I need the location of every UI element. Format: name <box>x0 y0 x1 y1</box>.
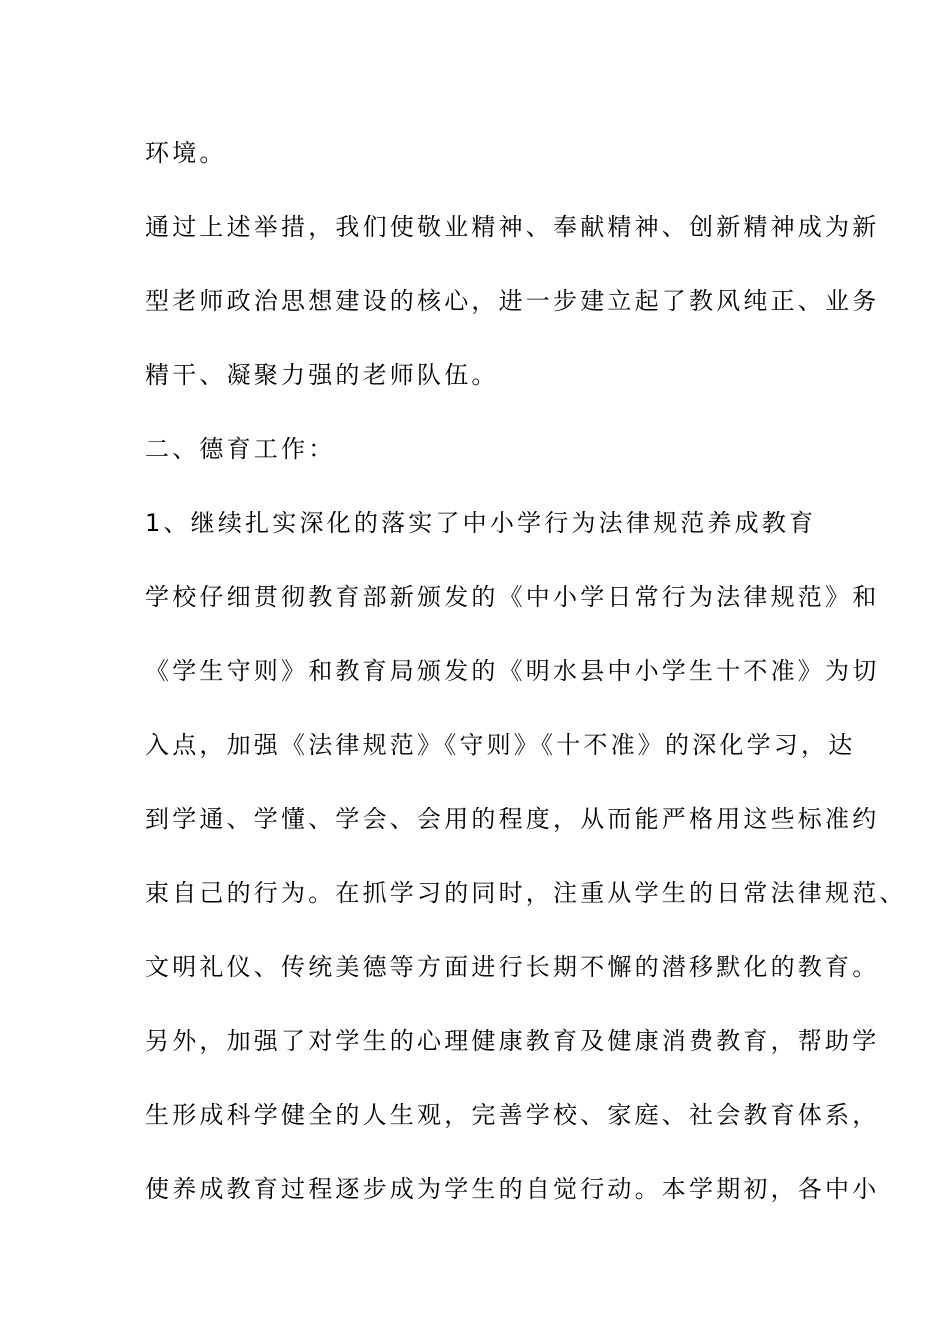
text-line: 精干、凝聚力强的老师队伍。 <box>145 361 499 389</box>
text-line: 使养成教育过程逐步成为学生的自觉行动。本学期初，各中小 <box>145 1175 880 1203</box>
text-line: 环境。 <box>145 139 227 167</box>
text-line: 通过上述举措，我们使敬业精神、奉献精神、创新精神成为新 <box>145 213 880 241</box>
text-line: 到学通、学懂、学会、会用的程度，从而能严格用这些标准约 <box>145 805 880 833</box>
text-line: 入点，加强《法律规范》《守则》《十不准》的深化学习，达 <box>145 731 856 759</box>
text-line: 生形成科学健全的人生观，完善学校、家庭、社会教育体系， <box>145 1101 880 1129</box>
text-line: 文明礼仪、传统美德等方面进行长期不懈的潜移默化的教育。 <box>145 953 880 981</box>
text-line: 《学生守则》和教育局颁发的《明水县中小学生十不准》为切 <box>145 657 880 685</box>
text-line: 型老师政治思想建设的核心，进一步建立起了教风纯正、业务 <box>145 287 880 315</box>
subsection-heading: 1、继续扎实深化的落实了中小学行为法律规范养成教育 <box>145 509 817 537</box>
text-line: 束自己的行为。在抓学习的同时，注重从学生的日常法律规范、 <box>145 879 907 907</box>
text-line: 另外，加强了对学生的心理健康教育及健康消费教育，帮助学 <box>145 1027 880 1055</box>
text-line: 学校仔细贯彻教育部新颁发的《中小学日常行为法律规范》和 <box>145 583 880 611</box>
section-heading: 二、德育工作： <box>145 435 336 463</box>
